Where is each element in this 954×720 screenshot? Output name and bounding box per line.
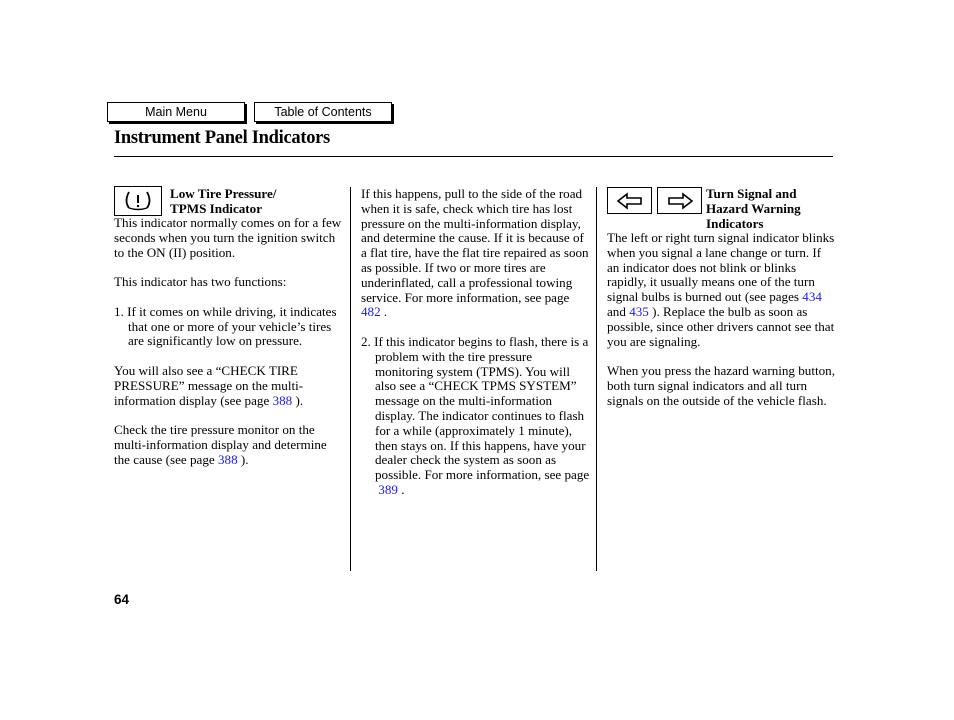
page-link-388-b[interactable]: 388 [217,451,238,467]
paragraph: This indicator normally comes on for a few seconds when you turn the ignition switch to the ON (II) position. [114,215,342,260]
tpms-heading: Low Tire Pressure/ TPMS Indicator [170,186,277,216]
paragraph: If this happens, pull to the side of the road when it is safe, check which tire has lost pressure on the multi-information display, and determine the cause. If it is because of a flat tire, have the flat tire repaired as soon as possible. If two or more tires are underinflated, call a professional towing service. For more information, see page 482 . [361,186,589,320]
list-item: 2. If this indicator begins to flash, there is a problem with the tire pressure monitoring system (TPMS). You will also see a “CHECK TPMS SYSTEM” message on the multi-information display. The indicator continues to flash for a while (approximately 1 minute), then stays on. If this happens, have your dealer check the system as soon as possible. For more information, see page 389 . [361,333,590,497]
page-number: 64 [114,592,130,607]
left-turn-signal-icon [607,187,652,214]
column-divider-1 [350,187,351,571]
paragraph: When you press the hazard warning button, both turn signal indicators and all turn signals on the outside of the vehicle flash. [607,363,835,408]
page-link-434[interactable]: 434 [802,289,822,305]
column-divider-2 [596,187,597,571]
page-title: Instrument Panel Indicators [114,128,330,148]
page-link-389[interactable]: 389 [378,481,398,497]
title-divider [114,156,833,157]
right-turn-signal-icon [657,187,702,214]
list-item: 1. If it comes on while driving, it indicates that one or more of your vehicle’s tires are significantly low on pressure. [114,303,337,349]
page-link-388[interactable]: 388 [272,392,293,408]
table-of-contents-button[interactable]: Table of Contents [254,102,392,122]
page-link-482[interactable]: 482 [361,304,381,320]
tpms-warning-icon [114,186,162,216]
turn-signal-heading: Turn Signal and Hazard Warning Indicators [706,186,801,231]
paragraph: The left or right turn signal indicator blinks when you signal a lane change or turn. If an indicator does not blink or blinks rapidly, it usually means one of the turn signal bulbs is burned out (see pages 434 and 435 ). Replace the bulb as soon as possible, since other drivers cannot see that you are signaling. [607,230,835,349]
paragraph: You will also see a “CHECK TIRE PRESSURE” message on the multi-information display (see page 388 ). [114,362,304,408]
paragraph: This indicator has two functions: [114,274,287,290]
column-3-text [607,231,835,423]
page-link-435[interactable]: 435 [629,303,649,319]
column-1-text [114,216,342,482]
column-2-text [361,187,591,513]
main-menu-button[interactable]: Main Menu [107,102,245,122]
paragraph: Check the tire pressure monitor on the multi-information display and determine the cause (see page 388 ). [114,422,327,467]
